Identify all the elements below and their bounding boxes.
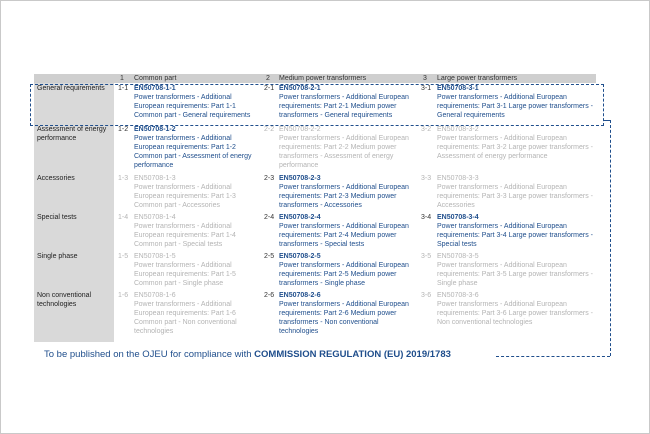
standard-part-number: 1-2 [118,126,129,133]
standard-description: Power transformers - Additional European requirements: Part 3-6 Large power transformers - Non conventional technologies [437,301,594,326]
standard-part-number: 2-1 [264,85,275,92]
standard-description: Power transformers - Additional European requirements: Part 3-5 Large power transformers - Single phase [437,262,594,287]
standard-code: EN50708-3-6 [437,292,479,299]
standard-part-number: 3-6 [421,292,432,299]
standard-description: Power transformers - Additional European requirements: Part 1-3 Common part - Accessories [134,184,236,209]
standard-code: EN50708-3-1 [437,85,479,92]
standard-part-number: 2-3 [264,175,275,182]
row-label: Single phase [37,253,78,260]
standard-code: EN50708-2-6 [279,292,321,299]
standard-description: Power transformers - Additional European requirements: Part 2-3 Medium power transformers - Accessories [279,184,409,209]
standard-part-number: 3-2 [421,126,432,133]
standard-cell [437,252,597,288]
standard-cell [134,291,260,336]
standard-cell [279,291,417,336]
row-label: Accessories [37,175,75,182]
standard-code: EN50708-1-4 [134,214,176,221]
standard-part-number: 3-1 [421,85,432,92]
standard-description: Power transformers - Additional European requirements: Part 2-1 Medium power transformers - General requirements [279,94,409,119]
standard-code: EN50708-2-1 [279,85,321,92]
col2-header: Medium power transformers [279,75,367,82]
standard-code: EN50708-2-2 [279,126,321,133]
standard-part-number: 3-5 [421,253,432,260]
col3-header: Large power transformers [437,75,518,82]
footer-prefix: To be published on the OJEU for compliance with [44,349,255,360]
standard-part-number: 2-6 [264,292,275,299]
standard-description: Power transformers - Additional European requirements: Part 2-2 Medium power transformers - Assessment of energy performance [279,135,409,169]
standard-cell [134,213,260,249]
standard-cell [437,125,597,161]
standard-code: EN50708-3-3 [437,175,479,182]
standard-cell [437,174,597,210]
connector-line [496,356,610,357]
standard-cell [437,213,597,249]
standard-part-number: 2-4 [264,214,275,221]
standard-description: Power transformers - Additional European requirements: Part 1-2 Common part - Assessment of energy performance [134,135,252,169]
row-label: Assessment of energy performance [37,126,107,142]
standard-description: Power transformers - Additional European requirements: Part 3-3 Large power transformers - Accessories [437,184,594,209]
table-header [34,74,596,83]
col1-number: 1 [120,75,124,82]
standard-code: EN50708-1-2 [134,126,176,133]
standard-description: Power transformers - Additional European requirements: Part 3-4 Large power transformers - Special tests [437,223,594,248]
standard-cell [279,174,417,210]
row-label: Non conventional technologies [37,292,92,308]
standard-part-number: 2-5 [264,253,275,260]
col2-number: 2 [266,75,270,82]
standard-code: EN50708-1-6 [134,292,176,299]
connector-line [610,120,611,356]
standard-cell [279,125,417,170]
footer-note [44,349,451,361]
standard-description: Power transformers - Additional European requirements: Part 1-4 Common part - Special tests [134,223,236,248]
row-label: General requirements [37,85,105,92]
standard-code: EN50708-3-4 [437,214,479,221]
col1-header: Common part [134,75,177,82]
standard-cell [134,174,260,210]
standard-description: Power transformers - Additional European requirements: Part 2-4 Medium power transformers - Special tests [279,223,409,248]
standard-code: EN50708-3-2 [437,126,479,133]
standard-part-number: 1-5 [118,253,129,260]
standard-description: Power transformers - Additional European requirements: Part 3-2 Large power transformers - Assessment of energy performance [437,135,594,160]
general-requirements-highlight [30,84,604,126]
row-label: Special tests [37,214,77,221]
standard-part-number: 2-2 [264,126,275,133]
standard-description: Power transformers - Additional European requirements: Part 1-6 Common part - Non conventional technologies [134,301,237,335]
standard-cell [134,125,260,170]
standard-part-number: 3-4 [421,214,432,221]
standard-part-number: 1-3 [118,175,129,182]
standard-part-number: 1-6 [118,292,129,299]
standard-cell [279,252,417,288]
standard-code: EN50708-3-5 [437,253,479,260]
standard-cell [134,252,260,288]
standard-code: EN50708-1-5 [134,253,176,260]
standard-description: Power transformers - Additional European requirements: Part 2-6 Medium power transformers - Non conventional technologies [279,301,409,335]
standard-part-number: 3-3 [421,175,432,182]
standard-description: Power transformers - Additional European requirements: Part 1-1 Common part - General requirements [134,94,251,119]
standard-code: EN50708-2-4 [279,214,321,221]
standard-description: Power transformers - Additional European requirements: Part 2-5 Medium power transformers - Single phase [279,262,409,287]
standard-description: Power transformers - Additional European requirements: Part 3-1 Large power transformers - General requirements [437,94,594,119]
standard-part-number: 1-1 [118,85,129,92]
standard-code: EN50708-1-1 [134,85,176,92]
standard-code: EN50708-2-5 [279,253,321,260]
standard-code: EN50708-1-3 [134,175,176,182]
standard-description: Power transformers - Additional European requirements: Part 1-5 Common part - Single phase [134,262,236,287]
standard-code: EN50708-2-3 [279,175,321,182]
standard-part-number: 1-4 [118,214,129,221]
regulation-reference: COMMISSION REGULATION (EU) 2019/1783 [254,349,451,360]
col3-number: 3 [423,75,427,82]
standard-cell [437,291,597,327]
standard-cell [279,213,417,249]
